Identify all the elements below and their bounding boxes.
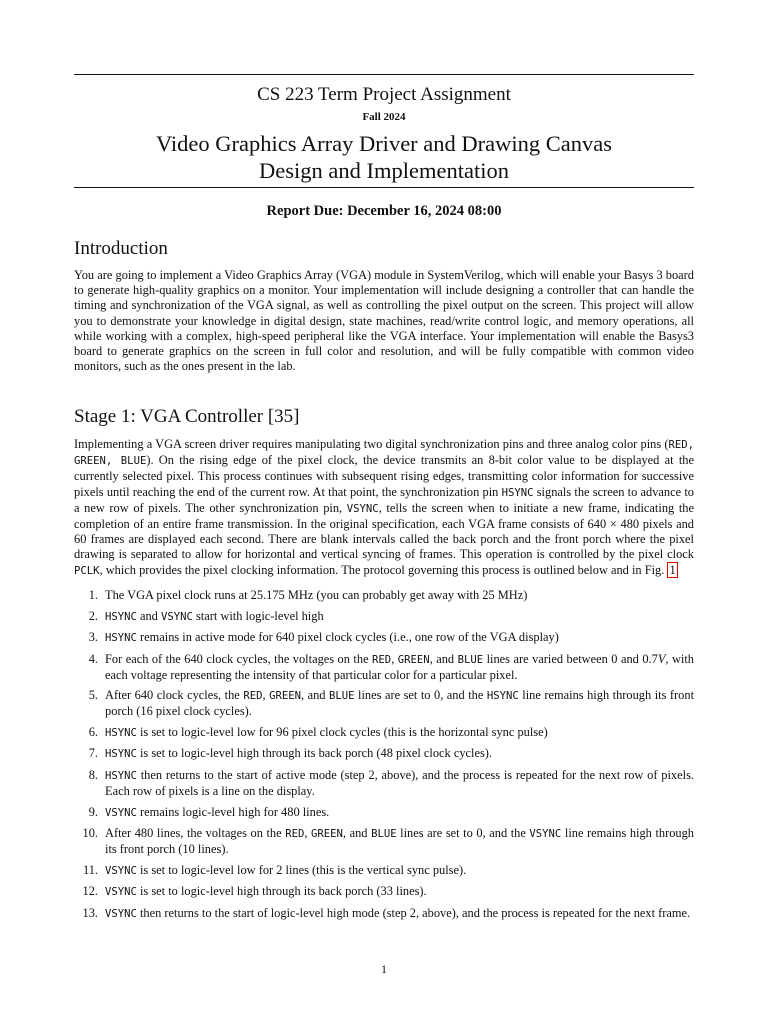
inline-code: BLUE — [457, 653, 484, 666]
list-item-number: 11. — [82, 862, 98, 877]
stage1-text-a: Implementing a VGA screen driver requires manipulating two digital synchronization pins and three analog color pins ( — [74, 437, 669, 451]
title-line-1: Video Graphics Array Driver and Drawing Canvas — [155, 131, 612, 156]
page-number: 1 — [381, 962, 387, 976]
hsync-code: HSYNC — [501, 486, 534, 499]
title-bottom-rule — [74, 187, 694, 188]
list-item-text: VSYNC remains logic-level high for 480 lines. — [105, 804, 330, 819]
stage1-text-b: ). On the rising edge of the pixel clock, the device transmits an 8-bit color value to be displayed at the currently selected pixel. This process continues with subsequent rising edges, transmitting color information for successive pixels until reaching the end of the current row. At that point, the synchronization pin — [74, 453, 694, 499]
inline-code: HSYNC — [105, 726, 137, 739]
stage1-text-c: signals the screen to advance to a new row of pixels. The other synchronization pin, — [74, 484, 694, 515]
inline-code: RED — [285, 828, 305, 841]
inline-code: BLUE — [329, 690, 355, 703]
inline-code: VSYNC — [105, 864, 137, 877]
introduction-paragraph — [74, 268, 694, 374]
list-item — [74, 906, 694, 922]
list-item-text: HSYNC is set to logic-level low for 96 pixel clock cycles (this is the horizontal sync pulse) — [105, 724, 548, 739]
list-item-number: 8. — [88, 767, 98, 782]
top-rule — [74, 74, 694, 75]
stage1-text-d: , tells the screen when to initiate a new frame, indicating the completion of an entire frame transmission. In the original specification, each VGA frame consists of 640 × 480 pixels and 60 frames are displayed each second. There are blank intervals called the back porch and the front porch where the pixel drawing is separated to allow for horizontal and vertical syncing of frames. This operation is controlled by the pixel clock — [74, 500, 694, 562]
list-item-text: After 640 clock cycles, the RED, GREEN, and BLUE lines are set to 0, and the HSYNC line remains high through its front porch (16 pixel clock cycles). — [105, 688, 695, 719]
pclk-code: PCLK — [74, 564, 100, 577]
vsync-code: VSYNC — [346, 502, 379, 515]
title-line-2: Design and Implementation — [259, 158, 509, 183]
inline-code: GREEN — [269, 690, 301, 703]
list-item — [74, 652, 694, 683]
list-item-number: 6. — [88, 724, 98, 739]
list-item-number: 4. — [88, 651, 98, 666]
list-item-number: 12. — [82, 884, 98, 899]
inline-code: VSYNC — [529, 828, 562, 841]
list-item-number: 7. — [88, 746, 98, 761]
introduction-text: You are going to implement a Video Graphics Array (VGA) module in SystemVerilog, which will enable your Basys 3 board to generate high-quality graphics on a monitor. Your implementation will include designing a controller that can handle the timing and synchronization of the VGA signal, as well as controlling the pixel output on the screen. This project will allow you to demonstrate your knowledge in digital design, state machines, read/write control logic, and memory operations, all while working with a complex, high-speed peripheral like the VGA interface. Your implementation will enable the Basys3 board to generate graphics on the screen in full color and resolution, and will be fully compatible with common video monitors, such as the ones present in the lab. — [74, 268, 694, 374]
inline-code: VSYNC — [105, 907, 137, 920]
list-item-text: HSYNC remains in active mode for 640 pixel clock cycles (i.e., one row of the VGA display) — [105, 630, 559, 644]
list-item — [74, 768, 694, 799]
vga-protocol-steps-list — [74, 588, 694, 927]
list-item — [74, 609, 694, 625]
stage1-text-e: , which provides the pixel clocking information. The protocol governing this process is outlined below and in Fig. — [99, 562, 668, 577]
inline-code: V — [657, 651, 666, 666]
inline-code: RED — [243, 690, 263, 703]
list-item-number: 3. — [88, 630, 98, 644]
document-title — [74, 130, 694, 184]
list-item — [74, 863, 694, 879]
section-heading-stage1: Stage 1: VGA Controller [35] — [74, 406, 300, 427]
list-item — [74, 746, 694, 762]
inline-code: HSYNC — [486, 690, 519, 703]
list-item-text: For each of the 640 clock cycles, the voltages on the RED, GREEN, and BLUE lines are varied between 0 and 0.7V, with each voltage representing the intensity of that particular color for a particular pixel. — [105, 651, 694, 682]
figure-reference-link[interactable]: 1 — [669, 562, 676, 577]
list-item-text: VSYNC then returns to the start of logic-level high mode (step 2, above), and the process is repeated for the next frame. — [105, 905, 691, 920]
list-item — [74, 805, 694, 821]
list-item-text: HSYNC then returns to the start of active mode (step 2, above), and the process is repeated for the next row of pixels. Each row of pixels is a line on the display. — [105, 767, 694, 799]
list-item-text: VSYNC is set to logic-level high through its back porch (33 lines). — [105, 884, 427, 899]
list-item-text: After 480 lines, the voltages on the RED, GREEN, and BLUE lines are set to 0, and the VSYNC line remains high through its front porch (10 lines). — [105, 826, 694, 857]
inline-code: HSYNC — [105, 610, 137, 623]
list-item-text: HSYNC is set to logic-level high through its back porch (48 pixel clock cycles). — [105, 746, 492, 761]
inline-code: HSYNC — [105, 769, 137, 782]
list-item — [74, 884, 694, 900]
list-item — [74, 725, 694, 741]
course-title: CS 223 Term Project Assignment — [257, 84, 511, 105]
list-item — [74, 688, 694, 719]
list-item-number: 5. — [88, 688, 98, 703]
list-item — [74, 588, 694, 603]
inline-code: HSYNC — [105, 632, 137, 644]
list-item-number: 2. — [88, 608, 98, 623]
inline-code: VSYNC — [105, 806, 137, 819]
list-item-number: 10. — [82, 826, 98, 841]
color-pins-code: RED, GREEN, BLUE — [74, 439, 694, 468]
list-item — [74, 826, 694, 857]
list-item-number: 9. — [88, 804, 98, 819]
inline-code: GREEN — [311, 828, 343, 841]
inline-code: RED — [372, 653, 392, 666]
section-heading-introduction: Introduction — [74, 238, 168, 259]
list-item-text: The VGA pixel clock runs at 25.175 MHz (you can probably get away with 25 MHz) — [105, 588, 528, 602]
list-item-number: 1. — [88, 588, 98, 602]
list-item-text: VSYNC is set to logic-level low for 2 lines (this is the vertical sync pulse). — [105, 862, 467, 877]
inline-code: BLUE — [371, 828, 397, 841]
term-label: Fall 2024 — [362, 111, 406, 123]
list-item — [74, 630, 694, 646]
list-item-number: 13. — [82, 905, 98, 920]
inline-code: HSYNC — [105, 748, 137, 761]
inline-code: VSYNC — [160, 610, 193, 623]
stage1-paragraph — [74, 437, 694, 579]
report-due-date: Report Due: December 16, 2024 08:00 — [266, 203, 502, 219]
list-item-text: HSYNC and VSYNC start with logic-level high — [105, 608, 324, 623]
inline-code: GREEN — [397, 653, 430, 666]
inline-code: VSYNC — [105, 886, 137, 899]
